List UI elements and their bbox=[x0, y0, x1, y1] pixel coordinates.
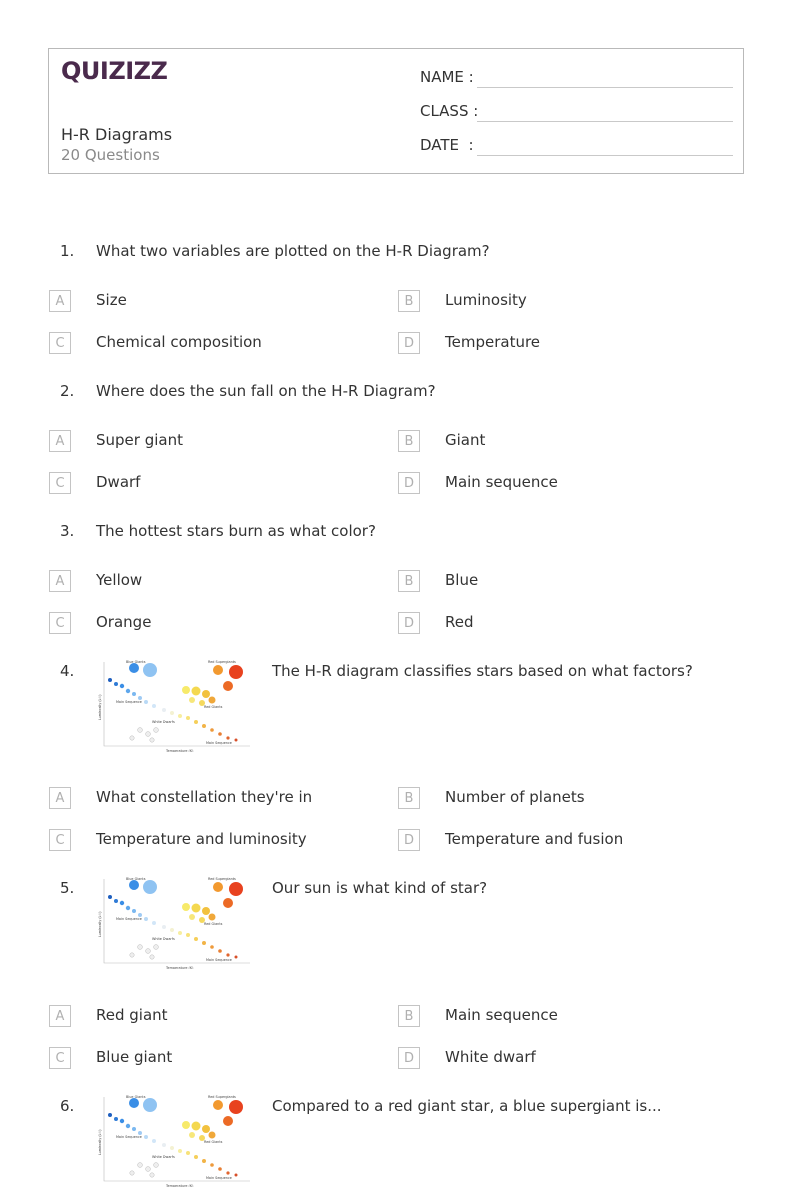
star-dot bbox=[223, 1116, 233, 1126]
option-text: Super giant bbox=[96, 431, 183, 449]
star-dot bbox=[154, 728, 159, 733]
option-text: Orange bbox=[96, 613, 152, 631]
question-number: 3. bbox=[60, 522, 75, 540]
hr-diagram-axes bbox=[104, 879, 250, 963]
hr-diagram-label: Main Sequence bbox=[116, 917, 142, 921]
star-dot bbox=[223, 681, 233, 691]
star-dot bbox=[120, 901, 124, 905]
star-dot bbox=[189, 697, 195, 703]
star-dot bbox=[130, 1171, 134, 1175]
hr-diagram-label: Main Sequence bbox=[206, 1176, 232, 1180]
option-text: Temperature and fusion bbox=[445, 830, 624, 848]
star-dot bbox=[210, 728, 214, 732]
option-letter-box[interactable]: B bbox=[398, 787, 420, 809]
star-dot bbox=[218, 732, 222, 736]
star-dot bbox=[229, 665, 243, 679]
question-number: 1. bbox=[60, 242, 75, 260]
star-dot bbox=[202, 1159, 206, 1163]
star-dot bbox=[162, 1143, 166, 1147]
star-dot bbox=[189, 914, 195, 920]
hr-diagram-label: Temperature (K) bbox=[166, 966, 194, 969]
star-dot bbox=[144, 1135, 148, 1139]
star-dot bbox=[189, 1132, 195, 1138]
class-line bbox=[477, 121, 733, 122]
name-label: NAME : bbox=[420, 68, 474, 86]
option-text: What constellation they're in bbox=[96, 788, 313, 806]
question-text: Our sun is what kind of star? bbox=[272, 879, 488, 897]
star-dot bbox=[152, 1139, 156, 1143]
option-letter-box[interactable]: B bbox=[398, 1005, 420, 1027]
question-count: 20 Questions bbox=[61, 146, 160, 164]
star-dot bbox=[146, 949, 151, 954]
star-dot bbox=[226, 953, 229, 956]
star-dot bbox=[229, 882, 243, 896]
star-dot bbox=[209, 697, 216, 704]
option-letter-box[interactable]: B bbox=[398, 570, 420, 592]
star-dot bbox=[202, 1125, 210, 1133]
star-dot bbox=[202, 941, 206, 945]
option-letter-box[interactable]: C bbox=[49, 829, 71, 851]
star-dot bbox=[178, 931, 182, 935]
star-dot bbox=[154, 945, 159, 950]
option-text: Blue bbox=[445, 571, 479, 589]
star-dot bbox=[152, 921, 156, 925]
class-field[interactable] bbox=[420, 102, 478, 120]
question-number: 4. bbox=[60, 662, 75, 680]
star-dot bbox=[108, 678, 112, 682]
star-dot bbox=[182, 903, 190, 911]
star-dot bbox=[170, 711, 174, 715]
star-dot bbox=[235, 1174, 238, 1177]
option-letter-box[interactable]: A bbox=[49, 1005, 71, 1027]
star-dot bbox=[226, 1171, 229, 1174]
star-dot bbox=[144, 917, 148, 921]
star-dot bbox=[154, 1163, 159, 1168]
hr-diagram-label: White Dwarfs bbox=[152, 937, 175, 941]
star-dot bbox=[129, 880, 139, 890]
star-dot bbox=[150, 738, 154, 742]
star-dot bbox=[143, 1098, 157, 1112]
hr-diagram-label: White Dwarfs bbox=[152, 1155, 175, 1159]
hr-diagram-image bbox=[98, 877, 254, 969]
star-dot bbox=[202, 907, 210, 915]
star-dot bbox=[235, 956, 238, 959]
star-dot bbox=[150, 955, 154, 959]
star-dot bbox=[182, 686, 190, 694]
star-dot bbox=[192, 687, 201, 696]
hr-diagram-label: Red Supergiants bbox=[208, 660, 236, 664]
option-text: Number of planets bbox=[445, 788, 585, 806]
hr-diagram-y-label: Luminosity (L☉) bbox=[98, 911, 102, 937]
star-dot bbox=[114, 1117, 118, 1121]
option-text: Main sequence bbox=[445, 473, 558, 491]
question-number: 2. bbox=[60, 382, 75, 400]
hr-diagram-label: White Dwarfs bbox=[152, 720, 175, 724]
star-dot bbox=[202, 690, 210, 698]
option-text: Giant bbox=[445, 431, 486, 449]
worksheet-title: H-R Diagrams bbox=[61, 125, 173, 144]
star-dot bbox=[202, 724, 206, 728]
star-dot bbox=[210, 945, 214, 949]
hr-diagram-label: Blue Giants bbox=[126, 1095, 146, 1099]
star-dot bbox=[170, 928, 174, 932]
question-number: 5. bbox=[60, 879, 75, 897]
star-dot bbox=[144, 700, 148, 704]
hr-diagram-label: Red Supergiants bbox=[208, 877, 236, 881]
star-dot bbox=[129, 1098, 139, 1108]
star-dot bbox=[108, 895, 112, 899]
hr-diagram-label: Blue Giants bbox=[126, 877, 146, 881]
star-dot bbox=[213, 882, 223, 892]
option-text: Blue giant bbox=[96, 1048, 173, 1066]
star-dot bbox=[114, 899, 118, 903]
date-label: DATE : bbox=[420, 136, 474, 154]
option-letter-box[interactable]: D bbox=[398, 612, 420, 634]
star-dot bbox=[223, 898, 233, 908]
star-dot bbox=[194, 937, 198, 941]
hr-diagram-label: Red Giants bbox=[204, 1140, 223, 1144]
hr-diagram-label: Red Giants bbox=[204, 922, 223, 926]
hr-diagram-label: Main Sequence bbox=[206, 741, 232, 745]
star-dot bbox=[186, 716, 190, 720]
star-dot bbox=[129, 663, 139, 673]
star-dot bbox=[150, 1173, 154, 1177]
hr-diagram-image bbox=[98, 660, 254, 752]
hr-diagram-image bbox=[98, 1095, 254, 1187]
star-dot bbox=[138, 1163, 143, 1168]
date-field[interactable] bbox=[420, 136, 474, 154]
question-text: Compared to a red giant star, a blue supergiant is... bbox=[272, 1097, 662, 1115]
option-text: White dwarf bbox=[445, 1048, 536, 1066]
star-dot bbox=[126, 689, 130, 693]
option-text: Temperature bbox=[445, 333, 541, 351]
star-dot bbox=[152, 704, 156, 708]
star-dot bbox=[132, 692, 136, 696]
option-text: Luminosity bbox=[445, 291, 527, 309]
star-dot bbox=[192, 904, 201, 913]
star-dot bbox=[143, 880, 157, 894]
option-letter-box[interactable]: A bbox=[49, 430, 71, 452]
star-dot bbox=[162, 925, 166, 929]
name-field[interactable] bbox=[420, 68, 474, 86]
star-dot bbox=[146, 1167, 151, 1172]
star-dot bbox=[130, 736, 134, 740]
quizizz-logo: QUIZIZZ bbox=[61, 57, 168, 85]
star-dot bbox=[138, 728, 143, 733]
question-text: Where does the sun fall on the H-R Diagram? bbox=[96, 382, 436, 400]
star-dot bbox=[114, 682, 118, 686]
option-text: Chemical composition bbox=[96, 333, 262, 351]
star-dot bbox=[186, 933, 190, 937]
date-line bbox=[477, 155, 733, 156]
hr-diagram-y-label: Luminosity (L☉) bbox=[98, 694, 102, 720]
star-dot bbox=[235, 739, 238, 742]
hr-diagram-y-label: Luminosity (L☉) bbox=[98, 1129, 102, 1155]
hr-diagram-label: Temperature (K) bbox=[166, 749, 194, 752]
star-dot bbox=[186, 1151, 190, 1155]
star-dot bbox=[126, 906, 130, 910]
hr-diagram-label: Red Supergiants bbox=[208, 1095, 236, 1099]
star-dot bbox=[143, 663, 157, 677]
option-letter-box[interactable]: C bbox=[49, 612, 71, 634]
star-dot bbox=[213, 1100, 223, 1110]
option-letter-box[interactable]: D bbox=[398, 332, 420, 354]
option-letter-box[interactable]: C bbox=[49, 1047, 71, 1069]
hr-diagram-axes bbox=[104, 1097, 250, 1181]
option-text: Red giant bbox=[96, 1006, 168, 1024]
star-dot bbox=[170, 1146, 174, 1150]
hr-diagram-label: Main Sequence bbox=[116, 1135, 142, 1139]
star-dot bbox=[126, 1124, 130, 1128]
hr-diagram-label: Main Sequence bbox=[116, 700, 142, 704]
star-dot bbox=[213, 665, 223, 675]
star-dot bbox=[194, 1155, 198, 1159]
question-text: The H-R diagram classifies stars based on what factors? bbox=[272, 662, 693, 680]
star-dot bbox=[120, 684, 124, 688]
option-letter-box[interactable]: C bbox=[49, 332, 71, 354]
question-text: The hottest stars burn as what color? bbox=[96, 522, 376, 540]
option-letter-box[interactable]: A bbox=[49, 290, 71, 312]
star-dot bbox=[218, 949, 222, 953]
name-line bbox=[477, 87, 733, 88]
option-text: Temperature and luminosity bbox=[96, 830, 307, 848]
star-dot bbox=[146, 732, 151, 737]
option-text: Main sequence bbox=[445, 1006, 558, 1024]
star-dot bbox=[178, 1149, 182, 1153]
star-dot bbox=[132, 1127, 136, 1131]
star-dot bbox=[138, 945, 143, 950]
class-label: CLASS : bbox=[420, 102, 479, 120]
star-dot bbox=[182, 1121, 190, 1129]
option-letter-box[interactable]: D bbox=[398, 1047, 420, 1069]
option-letter-box[interactable]: D bbox=[398, 829, 420, 851]
hr-diagram-axes bbox=[104, 662, 250, 746]
option-letter-box[interactable]: A bbox=[49, 570, 71, 592]
hr-diagram-label: Main Sequence bbox=[206, 958, 232, 962]
star-dot bbox=[162, 708, 166, 712]
option-letter-box[interactable]: B bbox=[398, 430, 420, 452]
option-text: Red bbox=[445, 613, 474, 631]
option-letter-box[interactable]: D bbox=[398, 472, 420, 494]
worksheet-header bbox=[48, 48, 744, 174]
star-dot bbox=[130, 953, 134, 957]
option-text: Yellow bbox=[96, 571, 143, 589]
star-dot bbox=[210, 1163, 214, 1167]
star-dot bbox=[132, 909, 136, 913]
star-dot bbox=[178, 714, 182, 718]
star-dot bbox=[218, 1167, 222, 1171]
star-dot bbox=[226, 736, 229, 739]
option-text: Dwarf bbox=[96, 473, 141, 491]
hr-diagram-label: Red Giants bbox=[204, 705, 223, 709]
star-dot bbox=[209, 914, 216, 921]
question-text: What two variables are plotted on the H-R Diagram? bbox=[96, 242, 490, 260]
hr-diagram-label: Blue Giants bbox=[126, 660, 146, 664]
hr-diagram-label: Temperature (K) bbox=[166, 1184, 194, 1187]
option-letter-box[interactable]: A bbox=[49, 787, 71, 809]
option-text: Size bbox=[96, 291, 127, 309]
option-letter-box[interactable]: C bbox=[49, 472, 71, 494]
star-dot bbox=[229, 1100, 243, 1114]
star-dot bbox=[194, 720, 198, 724]
star-dot bbox=[108, 1113, 112, 1117]
star-dot bbox=[209, 1132, 216, 1139]
option-letter-box[interactable]: B bbox=[398, 290, 420, 312]
question-number: 6. bbox=[60, 1097, 75, 1115]
